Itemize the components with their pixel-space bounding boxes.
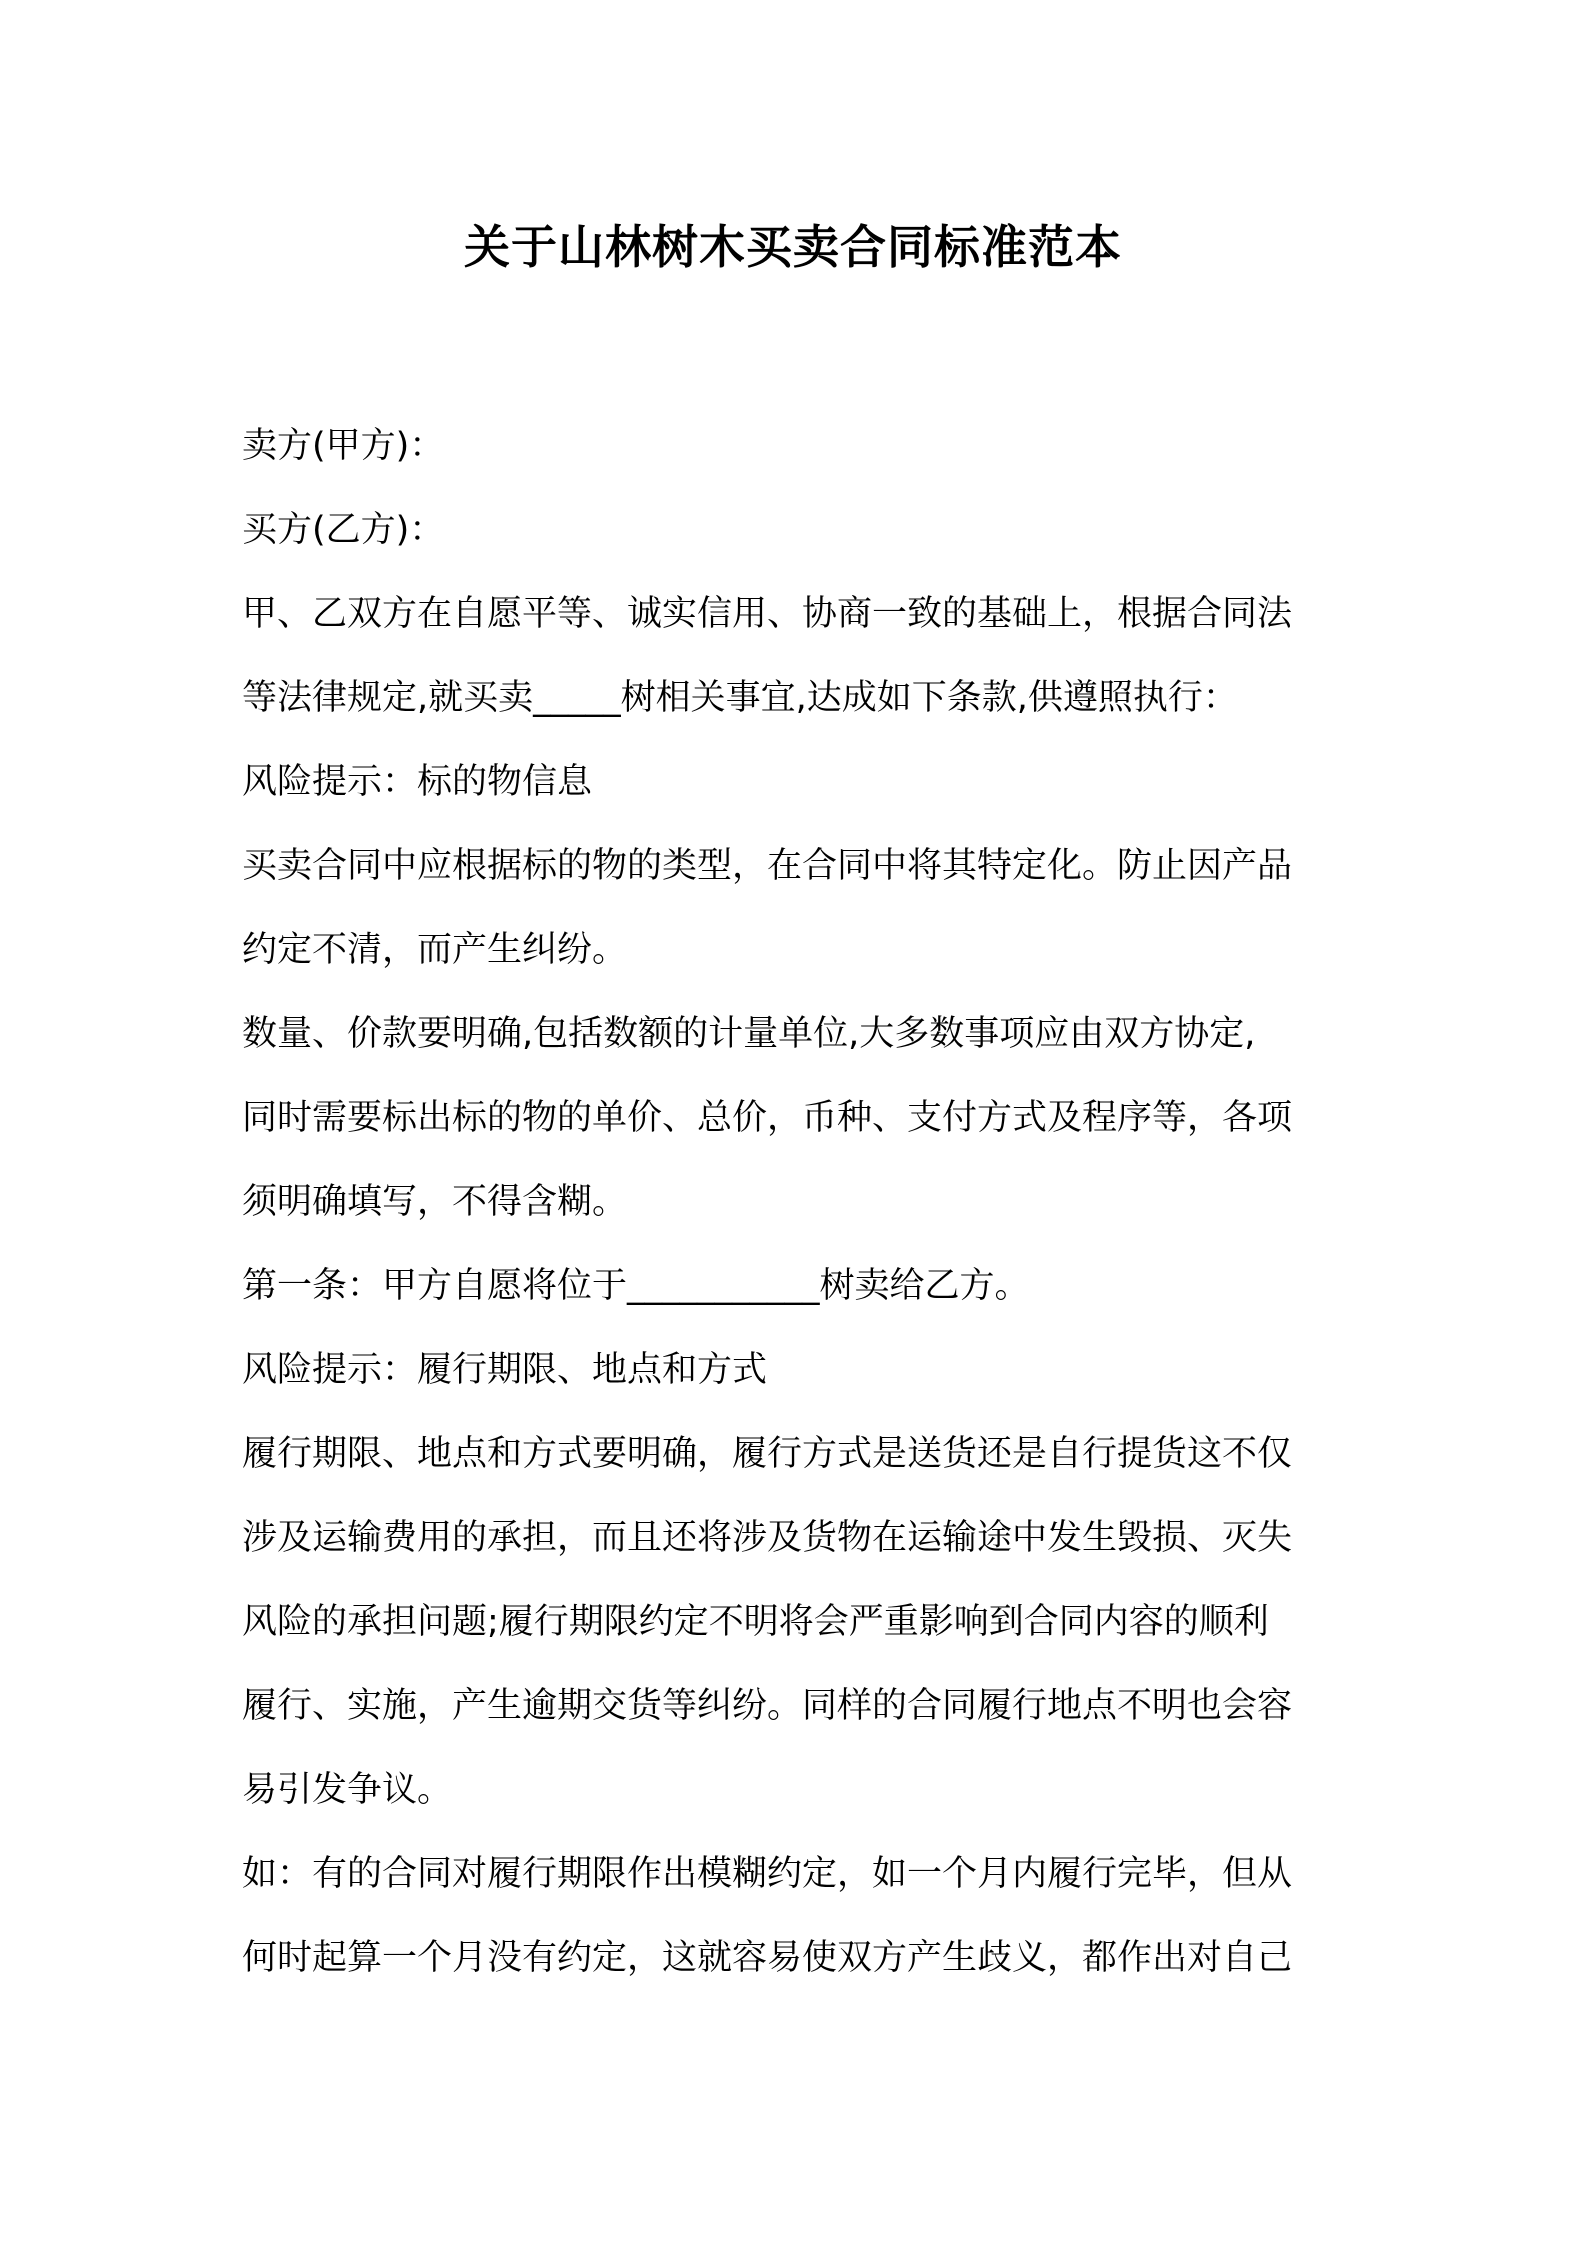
paragraph-line: 如：有的合同对履行期限作出模糊约定，如一个月内履行完毕，但从 <box>242 1854 1293 1894</box>
paragraph-line: 履行期限、地点和方式要明确，履行方式是送货还是自行提货这不仅 <box>242 1434 1293 1474</box>
paragraph-line: 何时起算一个月没有约定，这就容易使双方产生歧义，都作出对自己 <box>242 1938 1293 1978</box>
document-title: 关于山林树木买卖合同标准范本 <box>464 220 1122 274</box>
paragraph-line: 买卖合同中应根据标的物的类型，在合同中将其特定化。防止因产品 <box>242 846 1293 886</box>
paragraph-line: 易引发争议。 <box>242 1770 453 1810</box>
article-one-line: 第一条：甲方自愿将位于___________树卖给乙方。 <box>242 1266 1030 1306</box>
paragraph-line: 同时需要标出标的物的单价、总价，币种、支付方式及程序等，各项 <box>242 1098 1293 1138</box>
document-body <box>242 404 1362 2000</box>
risk-note-heading: 风险提示：标的物信息 <box>242 762 593 802</box>
paragraph-line: 涉及运输费用的承担，而且还将涉及货物在运输途中发生毁损、灭失 <box>242 1518 1293 1558</box>
paragraph-line: 数量、价款要明确,包括数额的计量单位,大多数事项应由双方协定, <box>242 1014 1256 1054</box>
paragraph-line: 须明确填写，不得含糊。 <box>242 1182 628 1222</box>
paragraph-line: 甲、乙双方在自愿平等、诚实信用、协商一致的基础上，根据合同法 <box>242 594 1293 634</box>
buyer-party-line: 买方(乙方)： <box>242 510 445 550</box>
paragraph-line: 履行、实施，产生逾期交货等纠纷。同样的合同履行地点不明也会容 <box>242 1686 1293 1726</box>
paragraph-line: 风险的承担问题;履行期限约定不明将会严重影响到合同内容的顺利 <box>242 1602 1269 1642</box>
paragraph-line: 约定不清，而产生纠纷。 <box>242 930 628 970</box>
risk-note-heading: 风险提示：履行期限、地点和方式 <box>242 1350 768 1390</box>
seller-party-line: 卖方(甲方)： <box>242 426 445 466</box>
paragraph-line: 等法律规定,就买卖_____树相关事宜,达成如下条款,供遵照执行： <box>242 678 1238 718</box>
